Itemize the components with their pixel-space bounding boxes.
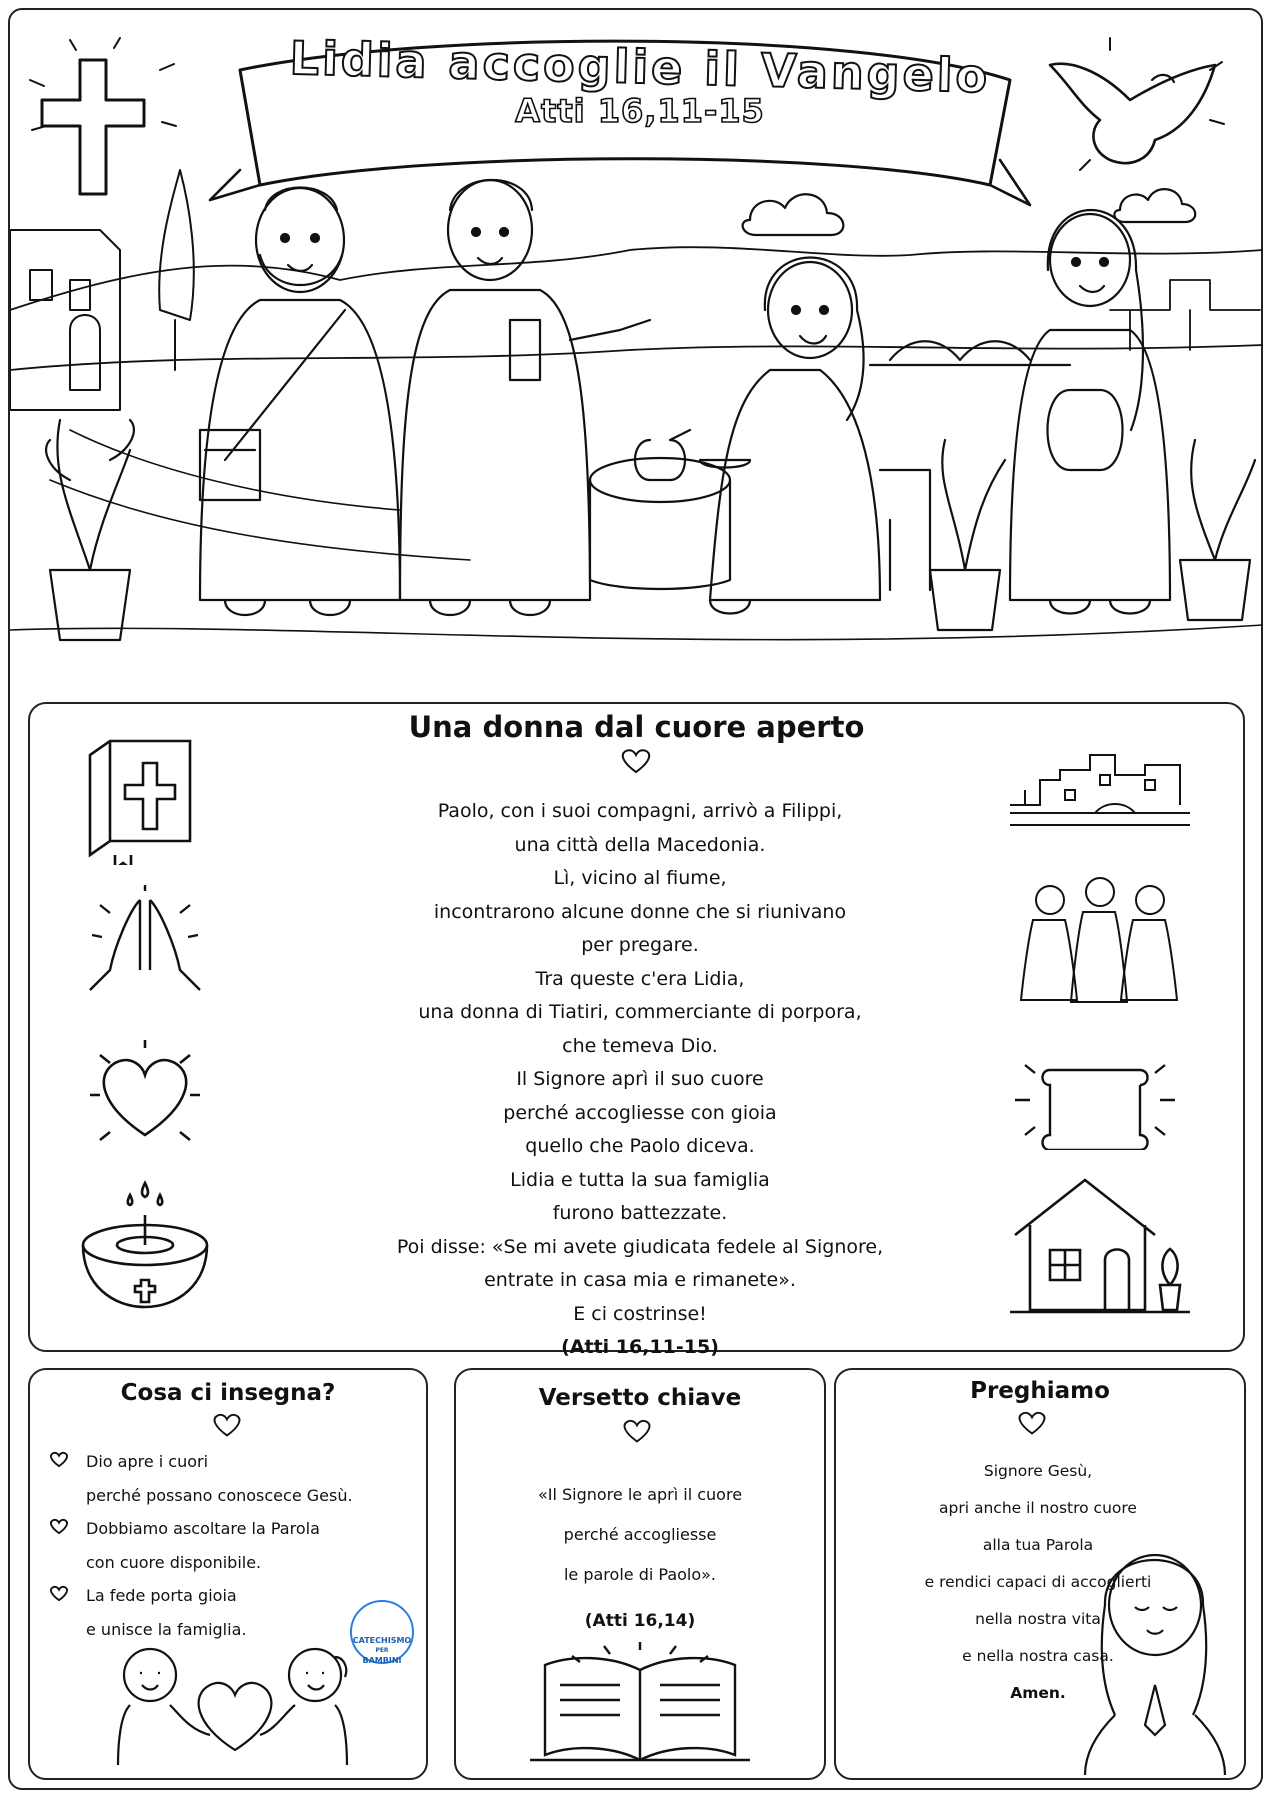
plant-right bbox=[1180, 440, 1255, 620]
prayer-line: e rendici capaci di accoglierti bbox=[924, 1573, 1152, 1591]
prayer-title: Preghiamo bbox=[970, 1378, 1110, 1404]
verse-text bbox=[460, 1475, 820, 1641]
story-line: una città della Macedonia. bbox=[514, 833, 766, 856]
heart-icon bbox=[210, 1412, 244, 1440]
story-line: quello che Paolo diceva. bbox=[525, 1135, 755, 1157]
prayer-line: alla tua Parola bbox=[982, 1536, 1094, 1554]
story-line: Lidia e tutta la sua famiglia bbox=[510, 1168, 770, 1191]
page-title: Lidia accoglie il Vangelo bbox=[289, 30, 991, 104]
story-line: Tra queste c'era Lidia, bbox=[535, 967, 745, 990]
prayer-line: nella nostra vita bbox=[975, 1610, 1101, 1628]
plant-middle bbox=[930, 440, 1005, 630]
lesson-item bbox=[48, 1512, 418, 1579]
lesson-title: Cosa ci insegna? bbox=[120, 1380, 336, 1406]
baptism-bowl-icon bbox=[75, 1175, 215, 1315]
children-heart-illustration bbox=[110, 1635, 360, 1770]
prayer-line: e nella nostra casa. bbox=[962, 1647, 1114, 1665]
paul-figure bbox=[200, 188, 400, 616]
heart-bullet-icon bbox=[48, 1518, 70, 1536]
scroll-icon bbox=[1010, 1050, 1180, 1150]
heart-bullet-icon bbox=[48, 1451, 70, 1469]
story-line: perché accogliesse con gioia bbox=[503, 1101, 777, 1124]
heart-icon bbox=[80, 1035, 210, 1155]
prayer-line: apri anche il nostro cuore bbox=[939, 1499, 1137, 1517]
lesson-text: perché possano conoscece Gesù. bbox=[86, 1485, 353, 1505]
verse-title: Versetto chiave bbox=[538, 1385, 742, 1411]
women-group-icon bbox=[1015, 870, 1185, 1010]
heart-icon bbox=[1015, 1410, 1049, 1438]
verse-line: le parole di Paolo». bbox=[563, 1565, 717, 1584]
story-line: incontrarono alcune donne che si riunivano bbox=[433, 900, 847, 923]
story-line: una donna di Tiatiri, commerciante di porpora, bbox=[418, 1001, 862, 1023]
story-line: che temeva Dio. bbox=[562, 1034, 718, 1057]
lesson-text: con cuore disponibile. bbox=[86, 1552, 262, 1572]
story-title: Una donna dal cuore aperto bbox=[408, 710, 865, 744]
lesson-text: Dio apre i cuori bbox=[86, 1452, 209, 1471]
story-text bbox=[330, 795, 950, 1365]
house-icon bbox=[1005, 1175, 1195, 1320]
story-line: Poi disse: «Se mi avete giudicata fedele al Signore, bbox=[396, 1235, 884, 1258]
lesson-text: Dobbiamo ascoltare la Parola bbox=[86, 1519, 320, 1538]
story-line: per pregare. bbox=[581, 934, 699, 956]
dove-icon bbox=[1050, 38, 1224, 170]
logo-line: BAMBINI bbox=[362, 1656, 402, 1665]
story-line: entrate in casa mia e rimanete». bbox=[484, 1269, 796, 1291]
table bbox=[590, 430, 750, 589]
story-reference: (Atti 16,11-15) bbox=[561, 1336, 719, 1358]
lesson-item bbox=[48, 1445, 418, 1512]
story-line: E ci costrinse! bbox=[573, 1302, 707, 1325]
verse-reference: (Atti 16,14) bbox=[584, 1611, 696, 1631]
story-line: Paolo, con i suoi compagni, arrivò a Filippi, bbox=[437, 800, 843, 822]
story-line: furono battezzate. bbox=[552, 1202, 728, 1224]
heart-icon bbox=[618, 748, 654, 776]
open-book-icon bbox=[520, 1640, 760, 1770]
lydia-figure bbox=[710, 258, 930, 614]
story-line: Lì, vicino al fiume, bbox=[553, 867, 727, 889]
plant-left bbox=[46, 420, 134, 640]
lesson-text: La fede porta gioia bbox=[86, 1586, 237, 1605]
verse-line: perché accogliesse bbox=[563, 1525, 717, 1544]
logo-line: CATECHISMO bbox=[352, 1636, 412, 1645]
page-subtitle: Atti 16,11-15 bbox=[515, 92, 765, 130]
prayer-line: Amen. bbox=[1010, 1684, 1066, 1702]
prayer-text bbox=[838, 1453, 1238, 1712]
story-line: Il Signore aprì il suo cuore bbox=[516, 1068, 764, 1090]
companion-figure bbox=[400, 180, 650, 615]
bible-icon bbox=[75, 735, 205, 865]
woman-jar-figure bbox=[1010, 210, 1170, 614]
prayer-line: Signore Gesù, bbox=[983, 1462, 1093, 1480]
praying-hands-icon bbox=[80, 885, 210, 1005]
verse-line: «Il Signore le aprì il cuore bbox=[537, 1485, 743, 1504]
lesson-text: e unisce la famiglia. bbox=[86, 1619, 247, 1639]
city-icon bbox=[1005, 745, 1195, 835]
cross-icon bbox=[30, 38, 176, 194]
heart-icon bbox=[620, 1418, 654, 1446]
heart-bullet-icon bbox=[48, 1585, 70, 1603]
logo-line: PER bbox=[375, 1647, 389, 1654]
